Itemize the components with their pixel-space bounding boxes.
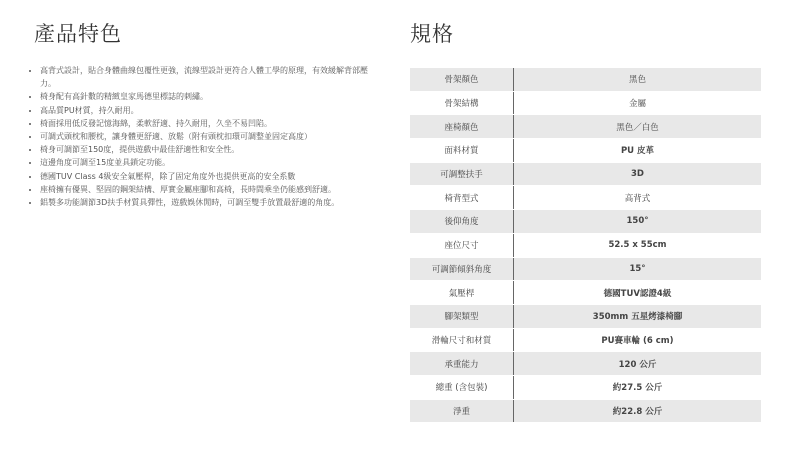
spec-row [410, 210, 761, 234]
spec-value: 約27.5 公斤 [514, 375, 762, 399]
specs-table [410, 68, 761, 423]
spec-label: 可調節傾斜角度 [410, 257, 514, 281]
spec-label: 腳架類型 [410, 304, 514, 328]
feature-item: • 高背式設計，貼合身體曲線包覆性更強，流線型設計更符合人體工學的原理，有效緩解背部壓力。 [40, 64, 382, 90]
spec-value: 15° [514, 257, 762, 281]
spec-row [410, 399, 761, 423]
spec-value: PU 皮革 [514, 139, 762, 163]
spec-value: 約22.8 公斤 [514, 399, 762, 423]
spec-label: 滑輪尺寸和材質 [410, 328, 514, 352]
spec-label: 淨重 [410, 399, 514, 423]
feature-item: • 這邊角度可調至15度並具鎖定功能。 [40, 156, 382, 169]
feature-item: • 座椅擁有優異、堅固的鋼架結構、厚實金屬座腳和高椅，長時間乘坐仍能感到舒適。 [40, 183, 382, 196]
spec-value: 120 公斤 [514, 352, 762, 376]
feature-item: • 德國TUV Class 4級安全氣壓桿，除了固定角度外也提供更高的安全系數 [40, 170, 382, 183]
spec-value: 3D [514, 162, 762, 186]
spec-row [410, 115, 761, 139]
spec-row [410, 257, 761, 281]
spec-row [410, 304, 761, 328]
spec-row [410, 91, 761, 115]
specs-title: 規格 [410, 22, 454, 46]
feature-item: • 高品質PU材質，持久耐用。 [40, 104, 382, 117]
spec-row [410, 352, 761, 376]
specs-section [410, 18, 760, 423]
spec-row [410, 162, 761, 186]
features-title: 產品特色 [34, 22, 122, 46]
spec-row [410, 68, 761, 91]
spec-value: 黑色／白色 [514, 115, 762, 139]
spec-label: 面料材質 [410, 139, 514, 163]
spec-label: 骨架顏色 [410, 68, 514, 91]
spec-value: 德國TUV認證4級 [514, 281, 762, 305]
spec-label: 氣壓桿 [410, 281, 514, 305]
spec-value: 高背式 [514, 186, 762, 210]
feature-item: • 可調式頭枕和腰枕，讓身體更舒適、放鬆（附有頭枕扣環可調整並固定高度） [40, 130, 382, 143]
feature-item: • 椅面採用低反發記憶海綿，柔軟舒適、持久耐用，久坐不易凹陷。 [40, 117, 382, 130]
spec-label: 可調整扶手 [410, 162, 514, 186]
feature-item: • 鋁製多功能調節3D扶手材質具彈性，遊戲娛休閒時，可調至雙手放置最舒適的角度。 [40, 196, 382, 209]
spec-label: 總重 (含包裝) [410, 375, 514, 399]
spec-label: 椅背型式 [410, 186, 514, 210]
spec-label: 座位尺寸 [410, 233, 514, 257]
feature-item: • 椅身配有高針數的精緻皇家馬德里標誌的刺繡。 [40, 90, 382, 103]
spec-label: 承重能力 [410, 352, 514, 376]
spec-label: 骨架結構 [410, 91, 514, 115]
spec-row [410, 233, 761, 257]
features-list [22, 64, 382, 209]
spec-label: 後仰角度 [410, 210, 514, 234]
spec-value: 黑色 [514, 68, 762, 91]
spec-row [410, 186, 761, 210]
spec-label: 座椅顏色 [410, 115, 514, 139]
features-section [22, 18, 382, 209]
spec-value: 150° [514, 210, 762, 234]
spec-row [410, 281, 761, 305]
spec-value: 350mm 五星烤漆椅腳 [514, 304, 762, 328]
spec-value: PU賽車輪 (6 cm) [514, 328, 762, 352]
feature-item: • 椅身可調節至150度，提供遊戲中最佳舒適性和安全性。 [40, 143, 382, 156]
spec-row [410, 139, 761, 163]
spec-value: 52.5 x 55cm [514, 233, 762, 257]
spec-value: 金屬 [514, 91, 762, 115]
spec-row [410, 375, 761, 399]
spec-row [410, 328, 761, 352]
